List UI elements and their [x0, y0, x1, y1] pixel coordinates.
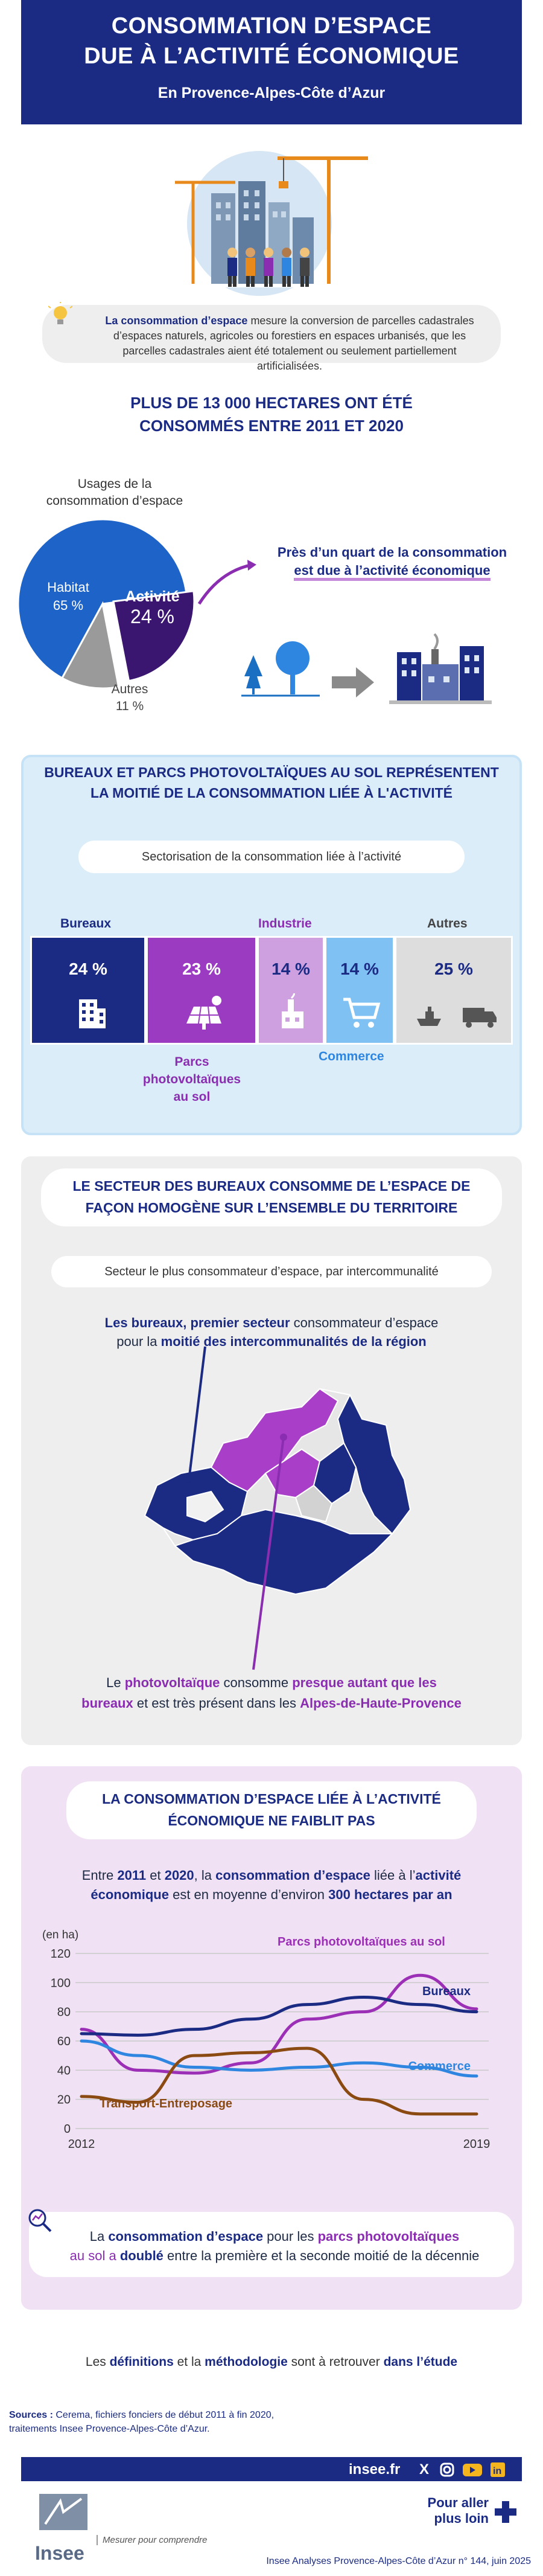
trend-note-b: consommation d’espace	[108, 2229, 264, 2244]
sector-box-commerce	[325, 936, 395, 1045]
page-title-line1: CONSOMMATION D’ESPACE	[111, 13, 432, 39]
sector-value-bureaux: 24 %	[69, 960, 107, 978]
sources-label: Sources :	[9, 2410, 53, 2420]
map-bottom-f: et est très présent dans les	[133, 1696, 300, 1711]
x-tick-label: 2012	[68, 2138, 95, 2151]
sources-line1: Cerema, fichiers fonciers de début 2011 à fin 2020,	[52, 2410, 275, 2420]
trend-intro-a: Entre	[81, 1868, 118, 1883]
callout-arrow	[196, 559, 262, 607]
sector-bar	[30, 936, 513, 1045]
pie-callout	[259, 543, 525, 580]
y-tick-label: 100	[50, 1976, 71, 1990]
sector-value-photovoltaique: 23 %	[182, 960, 221, 978]
map-top-d: moitié des intercommunalités de la région	[160, 1334, 427, 1349]
map-bottom-c: consomme	[220, 1675, 293, 1690]
pie-caption-line1: Usages de la	[77, 477, 152, 491]
sector-pv-line3: au sol	[173, 1090, 211, 1104]
trend-note-d: parcs photovoltaïques	[317, 2229, 460, 2244]
trend-note-f: doublé	[119, 2248, 164, 2263]
trend-note	[45, 2227, 504, 2266]
construction-illustration	[169, 145, 374, 308]
trend-intro-e: , la	[194, 1868, 216, 1883]
definition-box	[42, 305, 501, 372]
sources-line2: traitements Insee Provence-Alpes-Côte d’Azur.	[9, 2424, 210, 2434]
trend-intro	[36, 1866, 507, 1905]
insee-site-link[interactable]: insee.fr	[349, 2461, 401, 2478]
pie-habitat-value: 65 %	[52, 598, 84, 613]
pie-callout-line1: Près d’un quart de la consommation	[277, 545, 507, 560]
y-tick-label: 40	[57, 2064, 71, 2078]
trend-note-c: pour les	[263, 2229, 318, 2244]
insee-logo-text: Insee	[35, 2542, 84, 2564]
sector-label-autres: Autres	[427, 917, 468, 931]
trend-intro-g: liée à l’	[370, 1868, 416, 1883]
sector-value-autres: 25 %	[434, 960, 473, 978]
page-title-line2: DUE À L’ACTIVITÉ ÉCONOMIQUE	[84, 43, 459, 69]
map-bottom-e: bureaux	[81, 1696, 133, 1711]
svg-text:in: in	[493, 2466, 502, 2476]
sector-value-industrie: 14 %	[272, 960, 310, 978]
page-subtitle: En Provence-Alpes-Côte d’Azur	[157, 85, 386, 101]
trend-intro-j: est en moyenne d’environ	[168, 1887, 329, 1902]
pie-label-activite	[118, 588, 187, 627]
solar-panel-icon	[183, 993, 225, 1031]
instagram-icon[interactable]	[439, 2462, 455, 2478]
y-tick-label: 0	[63, 2123, 71, 2136]
trend-title-line2: ÉCONOMIQUE NE FAIBLIT PAS	[168, 1813, 375, 1828]
pie-label-autres	[97, 681, 163, 715]
trend-intro-f: consommation d’espace	[215, 1868, 370, 1883]
sector-box-industrie	[257, 936, 325, 1045]
sector-title-line1: BUREAUX ET PARCS PHOTOVOLTAÏQUES AU SOL REPRÉSENTENT	[44, 764, 499, 780]
sources	[9, 2408, 431, 2436]
x-tick-label: 2019	[463, 2138, 491, 2151]
more-info-line1: Pour aller	[427, 2495, 489, 2510]
factory-icon	[276, 993, 308, 1031]
youtube-icon[interactable]	[462, 2462, 483, 2478]
land-conversion-illustration	[235, 622, 519, 713]
methodo-a: Les	[85, 2355, 110, 2369]
trend-note-e: au sol a	[69, 2248, 120, 2263]
y-tick-label: 120	[50, 1947, 71, 1961]
plus-icon[interactable]	[494, 2500, 518, 2524]
trend-intro-h: activité	[415, 1868, 462, 1883]
pie-autres-name: Autres	[111, 682, 148, 696]
x-icon[interactable]: X	[419, 2461, 429, 2478]
series-line-bureaux	[81, 1998, 477, 2036]
series-label-transport: Transport-Entreposage	[100, 2097, 233, 2110]
trend-note-g: entre la première et la seconde moitié de la décennie	[163, 2248, 480, 2263]
linkedin-icon[interactable]	[490, 2462, 506, 2478]
publication-reference: Insee Analyses Provence-Alpes-Côte d’Azur n° 144, juin 2025	[266, 2556, 531, 2566]
definition-term: La consommation d’espace	[105, 315, 248, 327]
methodo-b: définitions	[109, 2355, 174, 2369]
y-axis-label: (en ha)	[42, 1929, 79, 1941]
social-links	[416, 2462, 513, 2478]
map-top-b: consommateur d’espace	[290, 1315, 439, 1330]
trend-intro-b: 2011	[117, 1868, 147, 1883]
sector-subtitle: Sectorisation de la consommation liée à l’activité	[78, 841, 465, 873]
methodo-c: et la	[173, 2355, 205, 2369]
sector-title-line2: LA MOITIÉ DE LA CONSOMMATION LIÉE À L'ACTIVITÉ	[90, 785, 453, 801]
map-title-line2: FAÇON HOMOGÈNE SUR L’ENSEMBLE DU TERRITOIRE	[85, 1200, 458, 1216]
sector-value-commerce: 14 %	[340, 960, 379, 978]
shopping-cart-icon	[342, 993, 381, 1031]
more-info-line2: plus loin	[434, 2511, 489, 2526]
pie-activite-name: Activité	[125, 588, 180, 605]
series-label-photovoltaique: Parcs photovoltaïques au sol	[278, 1935, 445, 1949]
map-top-a: Les bureaux, premier secteur	[104, 1315, 290, 1330]
sector-pv-line2: photovoltaïques	[142, 1072, 241, 1086]
pie-caption	[36, 476, 193, 510]
pie-callout-line2: est due à l’activité économique	[294, 563, 490, 581]
y-tick-label: 80	[57, 2005, 71, 2019]
headline-line2: CONSOMMÉS ENTRE 2011 ET 2020	[139, 417, 404, 435]
office-building-icon	[74, 993, 107, 1030]
y-tick-label: 60	[57, 2035, 71, 2048]
series-line-photovoltaique	[81, 1975, 477, 2073]
sector-box-bureaux	[30, 936, 146, 1045]
map-title-line1: LE SECTEUR DES BUREAUX CONSOMME DE L’ESPACE DE	[72, 1178, 471, 1194]
sector-label-commerce: Commerce	[319, 1049, 384, 1063]
trend-intro-c: et	[146, 1868, 165, 1883]
sector-label-photovoltaique	[132, 1053, 252, 1106]
insee-tagline: Mesurer pour comprendre	[97, 2535, 207, 2545]
definition-text: mesure la conversion de parcelles cadastrales d’espaces naturels, agricoles ou forestiers en espaces urbanisés, que les parcelles cadastrales aient été totalement ou seulement partiellement artificialisées.	[113, 315, 474, 372]
map-subtitle: Secteur le plus consommateur d’espace, par intercommunalité	[51, 1256, 492, 1287]
map-pointer-lines	[0, 1304, 543, 1679]
series-label-commerce: Commerce	[408, 2060, 471, 2073]
pie-label-habitat	[35, 578, 101, 615]
sector-title	[24, 762, 519, 803]
transport-icons	[414, 1001, 499, 1031]
sector-pv-line1: Parcs	[174, 1055, 209, 1069]
map-bottom-text	[42, 1673, 501, 1714]
map-top-c: pour la	[116, 1334, 161, 1349]
map-bottom-d: presque autant que les	[292, 1675, 437, 1690]
methodology-link[interactable]	[0, 2355, 543, 2369]
map-bottom-g: Alpes-de-Haute-Provence	[300, 1696, 462, 1711]
line-chart	[42, 1926, 513, 2168]
lightbulb-icon	[48, 302, 72, 328]
more-info[interactable]	[386, 2495, 489, 2526]
headline-line1: PLUS DE 13 000 HECTARES ONT ÉTÉ	[130, 394, 413, 412]
page-header	[21, 0, 522, 124]
trend-note-a: La	[89, 2229, 109, 2244]
trend-intro-k: 300 hectares par an	[328, 1887, 453, 1902]
map-bottom-b: photovoltaïque	[124, 1675, 220, 1690]
pie-autres-value: 11 %	[115, 699, 144, 713]
map-bottom-a: Le	[106, 1675, 125, 1690]
methodo-d: méthodologie	[205, 2355, 288, 2369]
map-title	[41, 1168, 502, 1226]
methodo-f: dans l’étude	[383, 2355, 458, 2369]
pie-activite-value: 24 %	[130, 606, 174, 627]
y-tick-label: 20	[57, 2093, 71, 2107]
pie-caption-line2: consommation d’espace	[46, 494, 183, 508]
sector-label-bureaux: Bureaux	[60, 917, 112, 931]
trend-title	[66, 1781, 477, 1839]
sector-box-autres	[395, 936, 513, 1045]
pie-habitat-name: Habitat	[47, 580, 89, 595]
sector-label-industrie: Industrie	[258, 917, 312, 931]
trend-intro-d: 2020	[164, 1868, 194, 1883]
methodo-e: sont à retrouver	[287, 2355, 384, 2369]
sector-box-photovoltaique	[146, 936, 257, 1045]
series-label-bureaux: Bureaux	[422, 1985, 471, 1998]
trend-title-line1: LA CONSOMMATION D’ESPACE LIÉE À L’ACTIVITÉ	[102, 1791, 441, 1807]
trend-intro-i: économique	[91, 1887, 169, 1902]
insee-logo-mark	[30, 2494, 97, 2548]
headline	[0, 391, 543, 437]
